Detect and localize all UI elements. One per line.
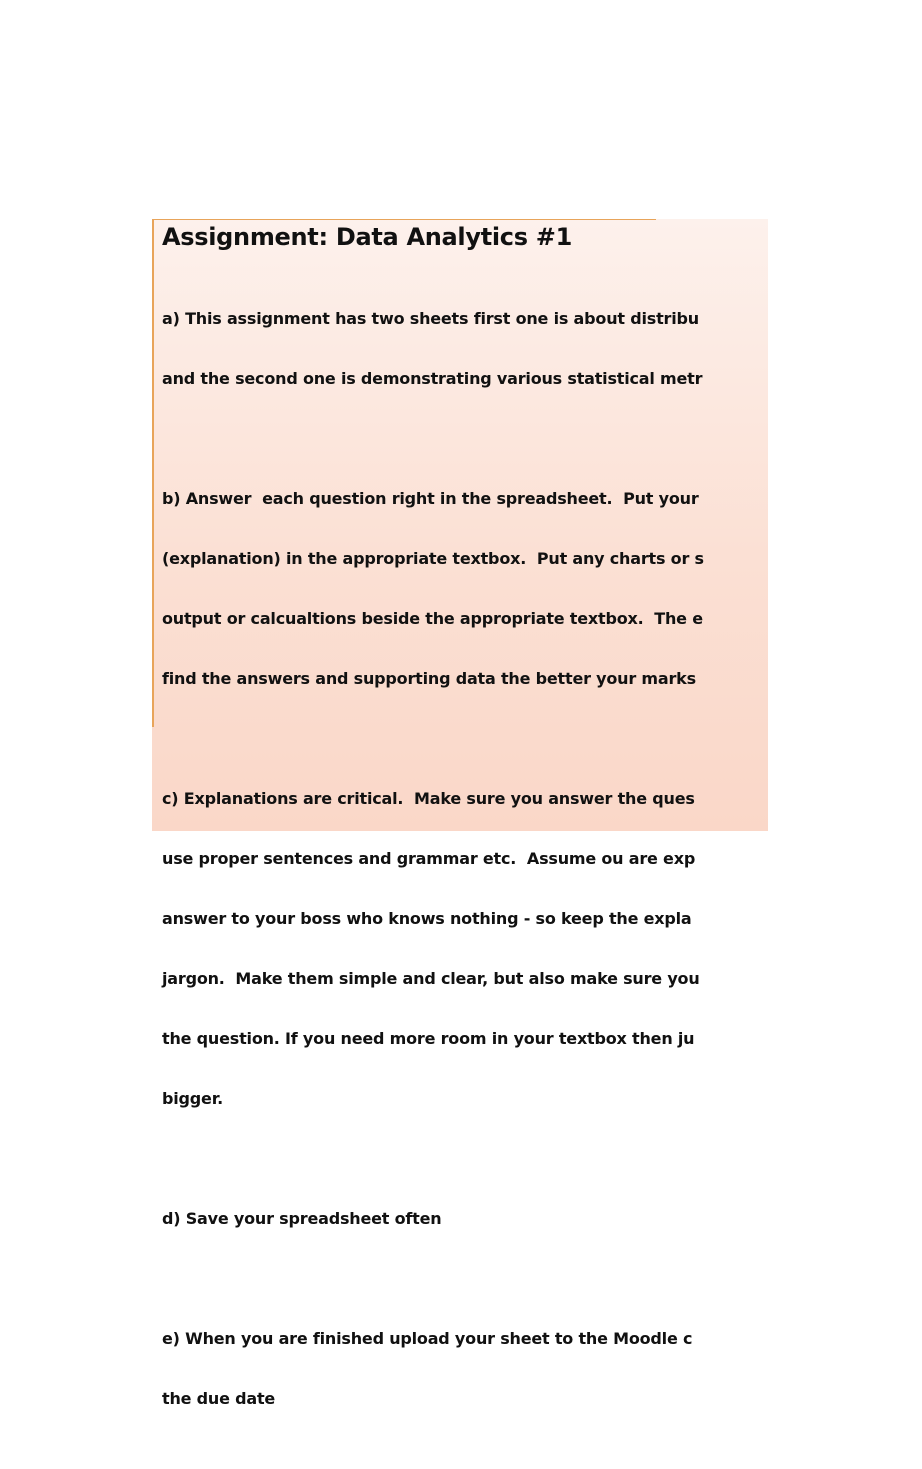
paragraph-d — [162, 1169, 922, 1269]
paragraph-line: the due date — [162, 1389, 276, 1408]
assignment-title: Assignment: Data Analytics #1 — [162, 223, 572, 251]
paragraph-line: find the answers and supporting data the better your marks — [162, 669, 696, 688]
paragraph-line: and the second one is demonstrating various statistical metr — [162, 369, 703, 388]
textbox-border-left — [152, 219, 154, 727]
paragraph-line: use proper sentences and grammar etc. Assume ou are exp — [162, 849, 696, 868]
textbox-content — [162, 223, 922, 1469]
instructions-textbox[interactable] — [152, 219, 768, 1408]
textbox-border-top — [152, 219, 656, 220]
paragraph-line: the question. If you need more room in your textbox then ju — [162, 1029, 695, 1048]
paragraph-b — [162, 449, 922, 729]
paragraph-line: (explanation) in the appropriate textbox. Put any charts or s — [162, 549, 704, 568]
paragraph-line: e) When you are finished upload your sheet to the Moodle c — [162, 1329, 693, 1348]
paragraph-line: answer to your boss who knows nothing - so keep the expla — [162, 909, 692, 928]
paragraph-line: output or calcualtions beside the appropriate textbox. The e — [162, 609, 703, 628]
paragraph-line: c) Explanations are critical. Make sure you answer the ques — [162, 789, 695, 808]
paragraph-e — [162, 1289, 922, 1449]
paragraph-line: bigger. — [162, 1089, 223, 1108]
paragraph-a — [162, 269, 922, 429]
paragraph-line: jargon. Make them simple and clear, but also make sure you — [162, 969, 700, 988]
paragraph-line: b) Answer each question right in the spreadsheet. Put your — [162, 489, 699, 508]
paragraph-line: a) This assignment has two sheets first one is about distribu — [162, 309, 699, 328]
paragraph-line: d) Save your spreadsheet often — [162, 1209, 442, 1228]
paragraph-c — [162, 749, 922, 1149]
